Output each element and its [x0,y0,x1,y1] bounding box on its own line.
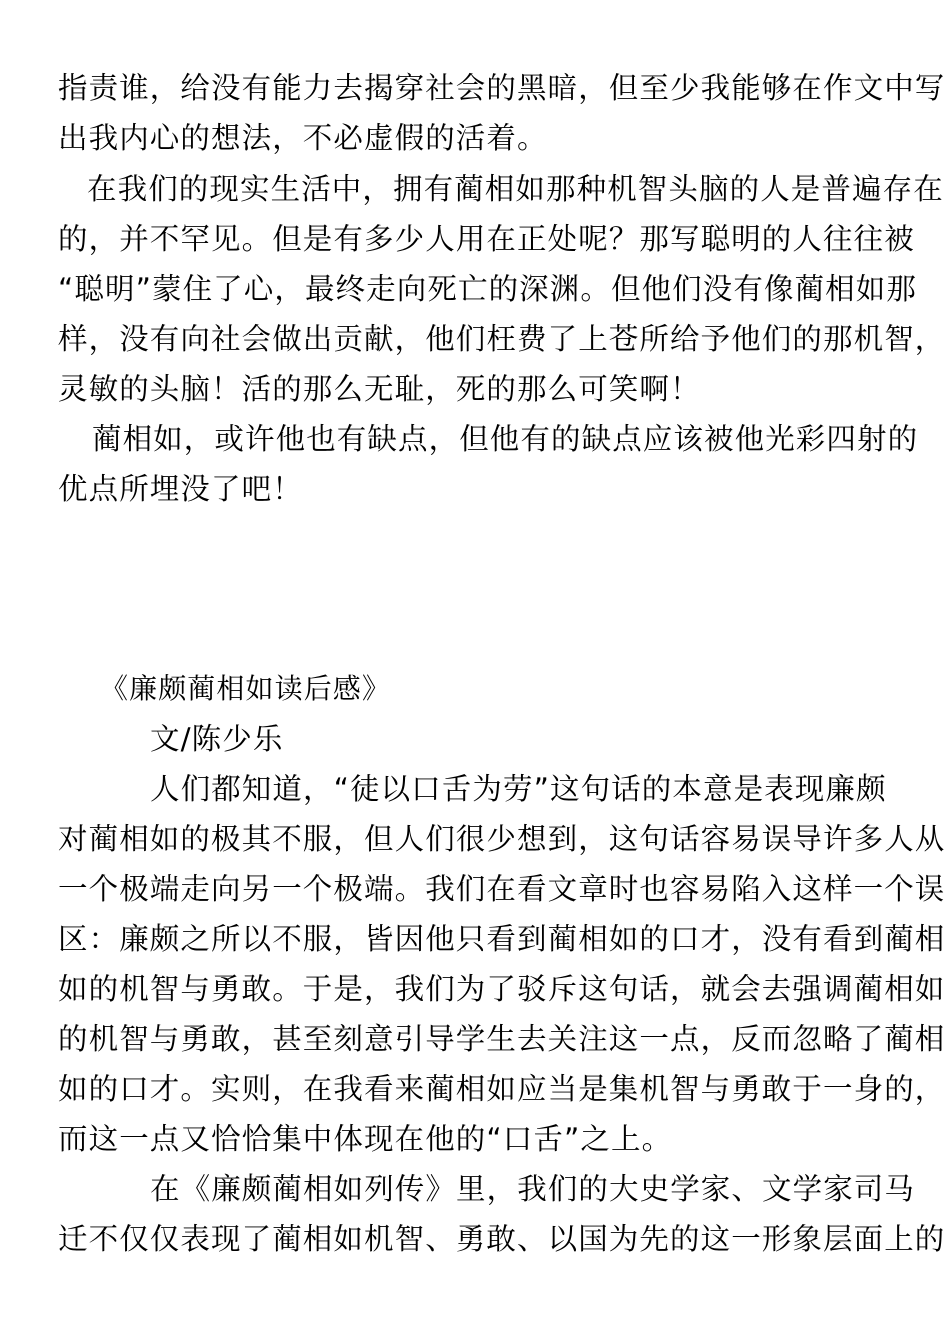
paragraph-line: 的，并不罕见。但是有多少人用在正处呢？那写聪明的人往往被 [58,222,915,256]
paragraph-line: 而这一点又恰恰集中体现在他的“口舌”之上。 [58,1122,673,1156]
paragraph-line: 对蔺相如的极其不服，但人们很少想到，这句话容易误导许多人从 [58,822,946,856]
paragraph-line: “聪明”蒙住了心，最终走向死亡的深渊。但他们没有像蔺相如那 [58,272,917,306]
essay-author: 文/陈少乐 [150,722,284,756]
paragraph-line: 出我内心的想法，不必虚假的活着。 [58,121,548,155]
paragraph-line: 在《廉颇蔺相如列传》里，我们的大史学家、文学家司马 [150,1172,916,1206]
paragraph-line: 区：廉颇之所以不服，皆因他只看到蔺相如的口才，没有看到蔺相 [58,922,946,956]
paragraph-line: 迁不仅仅表现了蔺相如机智、勇敢、以国为先的这一形象层面上的 [58,1222,946,1256]
paragraph-line: 人们都知道，“徒以口舌为劳”这句话的本意是表现廉颇 [150,772,887,806]
paragraph-line: 如的机智与勇敢。于是，我们为了驳斥这句话，就会去强调蔺相如 [58,972,946,1006]
paragraph-line: 优点所埋没了吧！ [58,472,303,506]
paragraph-line: 的机智与勇敢，甚至刻意引导学生去关注这一点，反而忽略了蔺相 [58,1022,946,1056]
paragraph-line: 一个极端走向另一个极端。我们在看文章时也容易陷入这样一个误 [58,872,946,906]
essay-title: 《廉颇蔺相如读后感》 [100,672,392,705]
paragraph-line: 如的口才。实则，在我看来蔺相如应当是集机智与勇敢于一身的， [58,1072,946,1106]
paragraph-line: 在我们的现实生活中，拥有蔺相如那种机智头脑的人是普遍存在 [87,172,944,206]
paragraph-line: 样，没有向社会做出贡献，他们枉费了上苍所给予他们的那机智， [58,322,946,356]
paragraph-line: 灵敏的头脑！活的那么无耻，死的那么可笑啊！ [58,372,701,406]
paragraph-line: 指责谁，给没有能力去揭穿社会的黑暗，但至少我能够在作文中写 [58,71,946,105]
paragraph-line: 蔺相如，或许他也有缺点，但他有的缺点应该被他光彩四射的 [92,422,919,456]
